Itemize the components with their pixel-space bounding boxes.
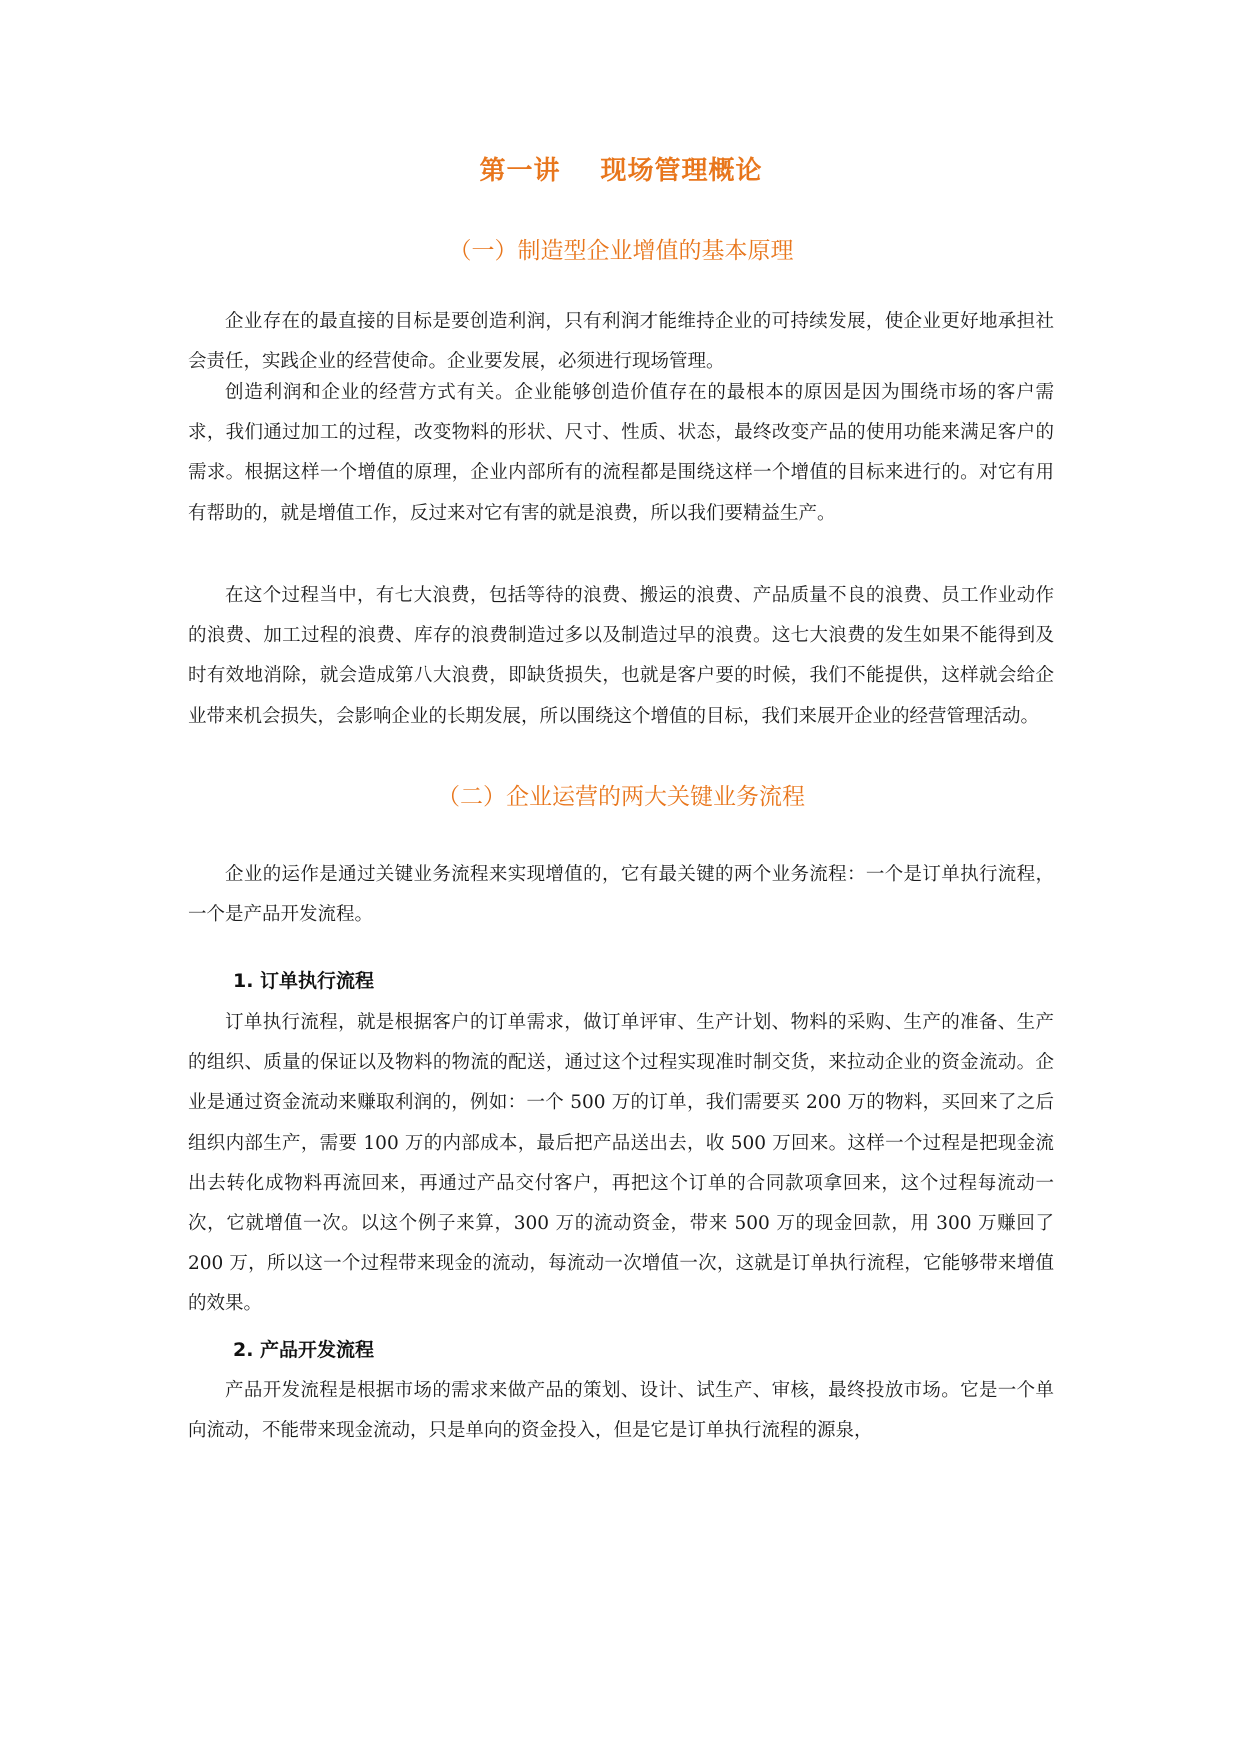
chapter-title: [188, 150, 1054, 187]
paragraph: 在这个过程当中，有七大浪费，包括等待的浪费、搬运的浪费、产品质量不良的浪费、员工作业动作的浪费、加工过程的浪费、库存的浪费制造过多以及制造过早的浪费。这七大浪费的发生如果不能得到及时有效地消除，就会造成第八大浪费，即缺货损失，也就是客户要的时候，我们不能提供，这样就会给企业带来机会损失，会影响企业的长期发展，所以围绕这个增值的目标，我们来展开企业的经营管理活动。: [188, 585, 1054, 727]
paragraph: 企业存在的最直接的目标是要创造利润，只有利润才能维持企业的可持续发展，使企业更好地承担社会责任，实践企业的经营使命。企业要发展，必须进行现场管理。: [188, 311, 1054, 373]
paragraph: 产品开发流程是根据市场的需求来做产品的策划、设计、试生产、审核，最终投放市场。它是一个单向流动，不能带来现金流动，只是单向的资金投入，但是它是订单执行流程的源泉，: [188, 1380, 1054, 1442]
section-heading-2: （二）企业运营的两大关键业务流程: [437, 784, 805, 810]
subsection-heading-2: 2. 产品开发流程: [233, 1339, 375, 1361]
chapter-label: 第一讲: [479, 156, 561, 186]
paragraph: 订单执行流程，就是根据客户的订单需求，做订单评审、生产计划、物料的采购、生产的准备、生产的组织、质量的保证以及物料的物流的配送，通过这个过程实现准时制交货，来拉动企业的资金流动。企业是通过资金流动来赚取利润的，例如：一个 500 万的订单，我们需要买 200 万的物料，买回来了之后组织内部生产，需要 100 万的内部成本，最后把产品送出去，收 500 万回来。这样一个过程是把现金流出去转化成物料再流回来，再通过产品交付客户，再把这个订单的合同款项拿回来，这个过程每流动一次，它就增值一次。以这个例子来算，300 万的流动资金，带来 500 万的现金回款，用 300 万赚回了 200 万，所以这一个过程带来现金的流动，每流动一次增值一次，这就是订单执行流程，它能够带来增值的效果。: [188, 1012, 1054, 1315]
chapter-name: 现场管理概论: [600, 156, 763, 186]
subsection-heading-1: 1. 订单执行流程: [233, 970, 375, 992]
section-heading-1: （一）制造型企业增值的基本原理: [448, 238, 794, 264]
paragraph: 企业的运作是通过关键业务流程来实现增值的，它有最关键的两个业务流程：一个是订单执行流程，一个是产品开发流程。: [188, 864, 1054, 926]
paragraph: 创造利润和企业的经营方式有关。企业能够创造价值存在的最根本的原因是因为围绕市场的客户需求，我们通过加工的过程，改变物料的形状、尺寸、性质、状态，最终改变产品的使用功能来满足客户的需求。根据这样一个增值的原理，企业内部所有的流程都是围绕这样一个增值的目标来进行的。对它有用有帮助的，就是增值工作，反过来对它有害的就是浪费，所以我们要精益生产。: [188, 382, 1054, 524]
